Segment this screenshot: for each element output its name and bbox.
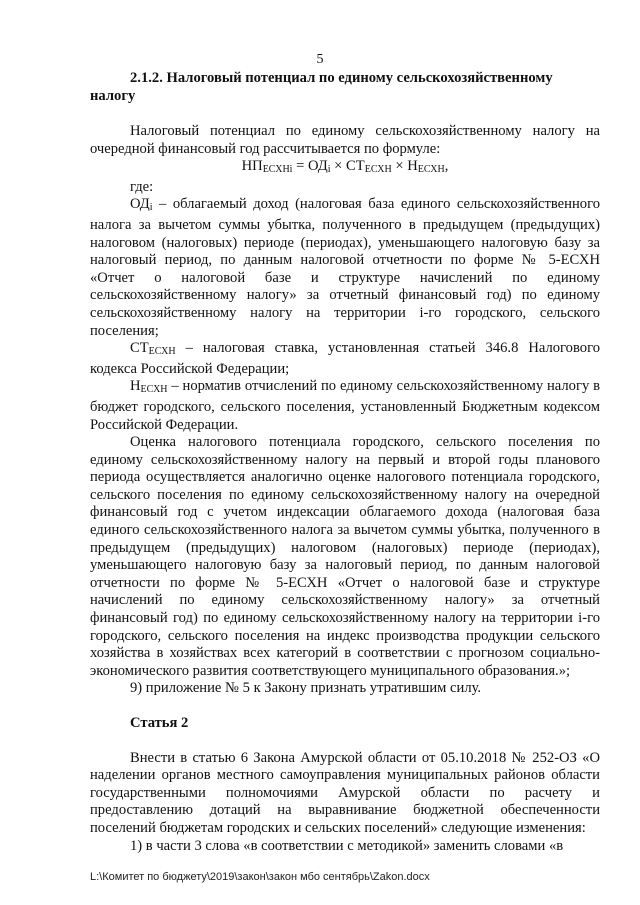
article-paragraph: Внести в статью 6 Закона Амурской области от 05.10.2018 № 252-ОЗ «О наделении органов местного самоуправления муниципальных районов области государственными полномочиями Амурской области по расчету и предоставлению дотаций на выравнивание бюджетной обеспеченности поселений бюджетам городских и сельских поселений» следующие изменения: — [90, 749, 600, 836]
st-symbol: СТ — [130, 340, 149, 357]
file-path-footer: L:\Комитет по бюджету\2019\закон\закон мбо сентябрь\Zakon.docx — [90, 871, 430, 883]
section-heading — [90, 70, 600, 105]
item-1: 1) в части 3 слова «в соответствии с методикой» заменить словами «в — [130, 837, 564, 854]
formula-st-sub: ЕСХН — [364, 164, 392, 176]
heading-line-1: 2.1.2. Налоговый потенциал по единому сельскохозяйственному — [130, 70, 553, 86]
formula-lhs-sub: ЕСХНi — [262, 164, 293, 176]
formula-lhs: НП — [241, 158, 263, 175]
heading-line-2: налогу — [90, 87, 136, 104]
formula-eq: = ОД — [292, 158, 328, 175]
page-number: 5 — [316, 52, 324, 67]
formula-od-sub: i — [327, 164, 331, 176]
article-title: Статья 2 — [130, 715, 189, 731]
intro-paragraph: Налоговый потенциал по единому сельскохозяйственному налогу на очередной финансовый год рассчитывается по формуле: — [90, 123, 600, 157]
formula-times-1: × СТ — [330, 158, 365, 175]
od-symbol: ОД — [130, 196, 150, 213]
od-subscript: i — [149, 202, 153, 214]
formula — [90, 158, 600, 179]
n-text: – норматив отчислений по единому сельскохозяйственному налогу в бюджет городского, сельского поселения, установленный Бюджетным кодексом Российской Федерации. — [90, 378, 600, 433]
formula-n-sub: ЕСХН — [417, 164, 445, 176]
n-subscript: ЕСХН — [140, 384, 168, 396]
st-subscript: ЕСХН — [148, 346, 176, 358]
assessment-paragraph: Оценка налогового потенциала городского, сельского поселения по единому сельскохозяйственному налогу на первый и второй годы планового периода осуществляется аналогично оценке налогового потенциала городского, сельского поселения по единому сельскохозяйственному налогу на очередной финансовый год с учетом индексации облагаемого дохода (налоговая база единого сельскохозяйственного налога за вычетом суммы убытка, полученного в предыдущем (предыдущих) налоговом (налоговых) периоде (периодах), уменьшающего налоговую базу за налоговый период, по данным налоговой отчетности по форме № 5-ЕСХН «Отчет о налоговой базе и структуре начислений по единому сельскохозяйственному налогу» за отчетный финансовый год) по единому сельскохозяйственному налогу на территории i-го городского, сельского поселения на индекс производства продукции сельского хозяйства в хозяйствах всех категорий в соответствии с прогнозом социально-экономического развития соответствующего муниципального образования.»; — [90, 434, 600, 679]
definition-n — [90, 378, 600, 434]
definition-st — [90, 340, 600, 378]
st-text: – налоговая ставка, установленная статьей 346.8 Налогового кодекса Российской Федерации; — [90, 340, 600, 377]
formula-tail: , — [444, 158, 449, 175]
body-text — [90, 123, 600, 855]
where-label: где: — [130, 178, 154, 195]
item-9: 9) приложение № 5 к Закону признать утратившим силу. — [130, 680, 482, 697]
definition-od — [90, 196, 600, 340]
n-symbol: Н — [130, 378, 141, 395]
od-text: – облагаемый доход (налоговая база единого сельскохозяйственного налога за вычетом суммы убытка, полученного в предыдущем (предыдущих) налоговом (налоговых) периоде (периодах), уменьшающего налоговую базу за налоговый период, по данным налоговой отчетности по форме № 5-ЕСХН «Отчет о налоговой базе и структуре начислений по единому сельскохозяйственному налогу» за отчетный финансовый год) по единому сельскохозяйственному налогу на территории i-го городского, сельского поселения; — [90, 196, 600, 339]
formula-times-2: × Н — [391, 158, 418, 175]
